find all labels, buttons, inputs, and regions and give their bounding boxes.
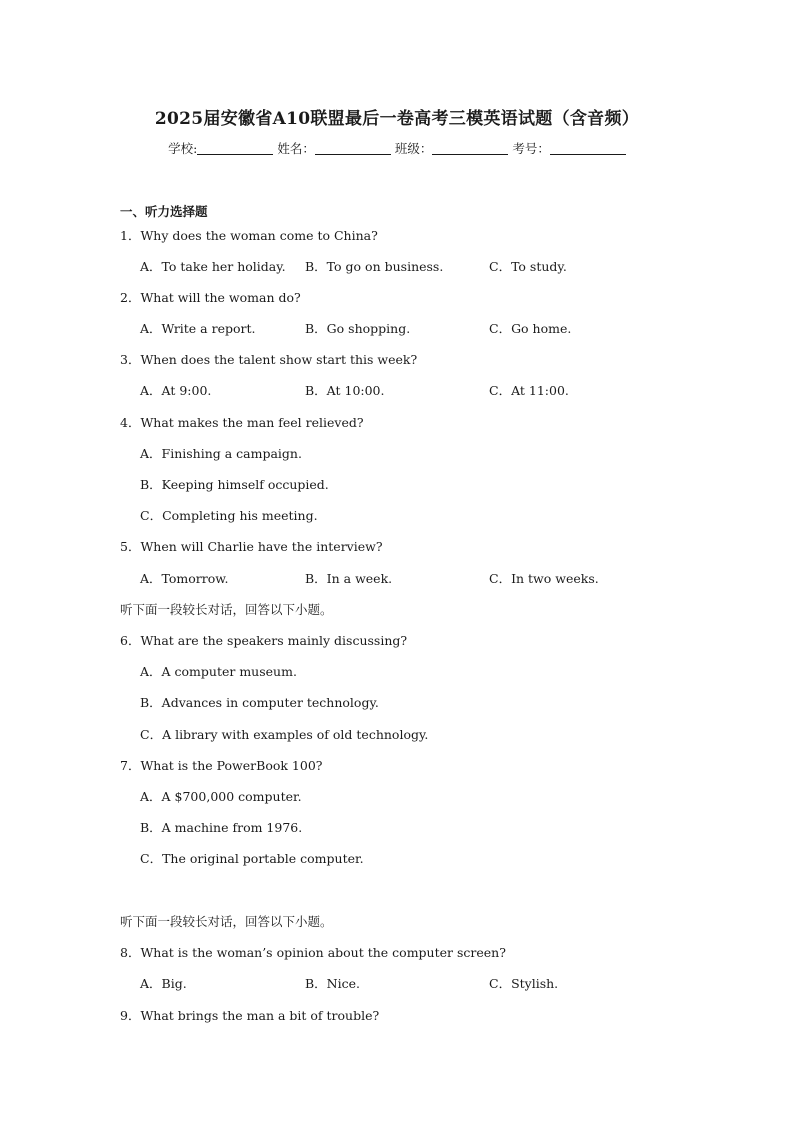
question-stem: 6．What are the speakers mainly discussing? xyxy=(120,633,408,648)
question-option: C．In two weeks. xyxy=(489,571,599,586)
question-option: C．At 11:00. xyxy=(489,383,569,398)
school-label: 学校: xyxy=(168,141,198,156)
class-blank xyxy=(432,142,508,155)
question-option: B．Nice. xyxy=(305,976,360,991)
question-option: B．Advances in computer technology. xyxy=(140,695,379,710)
question-option: C．Completing his meeting. xyxy=(140,508,318,523)
school-blank xyxy=(197,142,273,155)
question-option: A．Finishing a campaign. xyxy=(140,446,302,461)
question-stem: 5．When will Charlie have the interview? xyxy=(120,539,383,554)
question-option: B．To go on business. xyxy=(305,259,444,274)
question-option: A．At 9:00. xyxy=(140,383,212,398)
question-stem: 9．What brings the man a bit of trouble? xyxy=(120,1008,380,1023)
question-option: A．Write a report. xyxy=(140,321,256,336)
question-stem: 2．What will the woman do? xyxy=(120,290,301,305)
question-option: C．Go home. xyxy=(489,321,572,336)
question-stem: 3．When does the talent show start this week? xyxy=(120,352,418,367)
question-stem: 8．What is the woman’s opinion about the computer screen? xyxy=(120,945,506,960)
question-option: B．Go shopping. xyxy=(305,321,411,336)
exam-number-label: 考号： xyxy=(512,141,550,156)
question-option: A．A computer museum. xyxy=(140,664,297,679)
question-option: B．A machine from 1976. xyxy=(140,820,303,835)
student-info-line xyxy=(0,139,794,157)
question-option: A．A $700,000 computer. xyxy=(140,789,302,804)
question-stem: 7．What is the PowerBook 100? xyxy=(120,758,323,773)
question-option: C．To study. xyxy=(489,259,567,274)
question-option: B．Keeping himself occupied. xyxy=(140,477,329,492)
question-option: C．Stylish. xyxy=(489,976,559,991)
document-title: 2025届安徽省A10联盟最后一卷高考三模英语试题（含音频） xyxy=(154,109,640,129)
exam-number-blank xyxy=(550,142,626,155)
question-option: A．Big. xyxy=(140,976,187,991)
question-option: A．To take her holiday. xyxy=(140,259,286,274)
question-option: C．A library with examples of old technology. xyxy=(140,727,429,742)
section-heading: 一、听力选择题 xyxy=(120,204,208,219)
question-stem: 1．Why does the woman come to China? xyxy=(120,228,378,243)
class-label: 班级： xyxy=(394,141,433,156)
name-label: 姓名： xyxy=(277,141,315,156)
listening-instruction: 听下面一段较长对话，回答以下小题。 xyxy=(120,602,333,617)
listening-instruction: 听下面一段较长对话，回答以下小题。 xyxy=(120,914,333,929)
question-option: C．The original portable computer. xyxy=(140,851,364,866)
name-blank xyxy=(315,142,391,155)
question-option: B．In a week. xyxy=(305,571,393,586)
question-option: B．At 10:00. xyxy=(305,383,385,398)
question-stem: 4．What makes the man feel relieved? xyxy=(120,415,364,430)
question-option: A．Tomorrow. xyxy=(140,571,229,586)
